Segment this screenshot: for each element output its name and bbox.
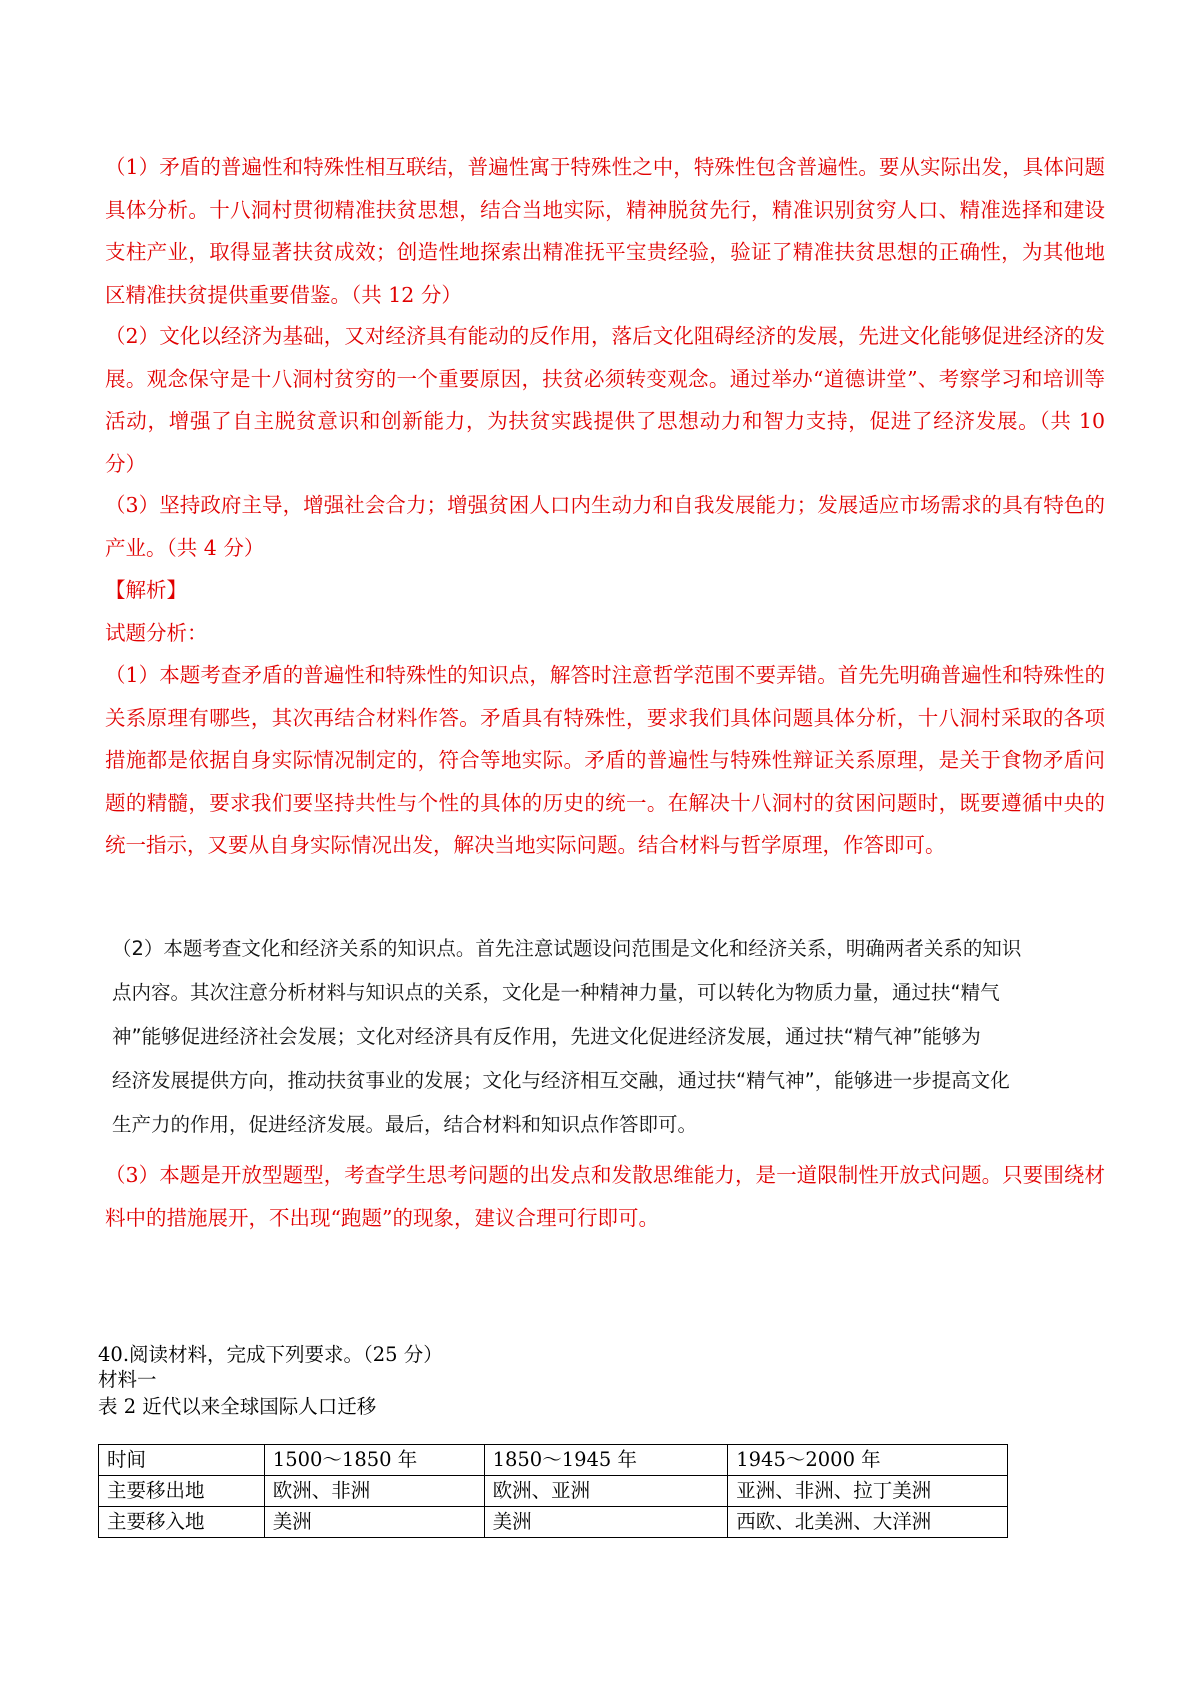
- table-cell: 亚洲、非洲、拉丁美洲: [728, 1476, 1008, 1507]
- analysis-subheading: 试题分析：: [105, 621, 208, 645]
- table-header-cell: 时间: [99, 1445, 265, 1476]
- table-header-row: [99, 1445, 1008, 1476]
- table-cell: 欧洲、亚洲: [484, 1476, 728, 1507]
- answer-1: （1）矛盾的普遍性和特殊性相互联结，普遍性寓于特殊性之中，特殊性包含普遍性。要从实际出发，具体问题具体分析。十八洞村贯彻精准扶贫思想，结合当地实际，精神脱贫先行，精准识别贫穷人口、精准选择和建设支柱产业，取得显著扶贫成效；创造性地探索出精准抚平宝贵经验，验证了精准扶贫思想的正确性，为其他地区精准扶贫提供重要借鉴。（共 12 分）: [105, 155, 1105, 307]
- answer-2: （2）文化以经济为基础，又对经济具有能动的反作用，落后文化阻碍经济的发展，先进文化能够促进经济的发展。观念保守是十八洞村贫穷的一个重要原因，扶贫必须转变观念。通过举办“道德讲堂”、考察学习和培训等活动，增强了自主脱贫意识和创新能力，为扶贫实践提供了思想动力和智力支持，促进了经济发展。（共 10 分）: [105, 324, 1105, 476]
- table-cell: 主要移出地: [99, 1476, 265, 1507]
- analysis-2-line: 神”能够促进经济社会发展；文化对经济具有反作用，先进文化促进经济发展，通过扶“精气神”能够为: [112, 1025, 981, 1048]
- analysis-2-line: （2）本题考查文化和经济关系的知识点。首先注意试题设问范围是文化和经济关系，明确两者关系的知识: [112, 937, 1022, 960]
- analysis-2-line: 经济发展提供方向，推动扶贫事业的发展；文化与经济相互交融，通过扶“精气神”，能够进一步提高文化: [112, 1069, 1010, 1092]
- question-40-title: 40.阅读材料，完成下列要求。（25 分）: [98, 1343, 443, 1366]
- table-cell: 欧洲、非洲: [264, 1476, 484, 1507]
- migration-table: [98, 1444, 1008, 1538]
- analysis-2: [112, 927, 1112, 1147]
- table-cell: 西欧、北美洲、大洋洲: [728, 1507, 1008, 1538]
- analysis-heading: 【解析】: [105, 578, 187, 602]
- table-header-cell: 1500～1850 年: [264, 1445, 484, 1476]
- analysis-2-line: 点内容。其次注意分析材料与知识点的关系，文化是一种精神力量，可以转化为物质力量，通过扶“精气: [112, 981, 1000, 1004]
- answer-3: （3）坚持政府主导，增强社会合力；增强贫困人口内生动力和自我发展能力；发展适应市场需求的具有特色的产业。（共 4 分）: [105, 493, 1105, 560]
- table-caption: 表 2 近代以来全球国际人口迁移: [98, 1395, 377, 1418]
- analysis-3: （3）本题是开放型题型，考查学生思考问题的出发点和发散思维能力，是一道限制性开放式问题。只要围绕材料中的措施展开，不出现“跑题”的现象，建议合理可行即可。: [105, 1163, 1105, 1230]
- table-header-cell: 1945～2000 年: [728, 1445, 1008, 1476]
- table-cell: 美洲: [264, 1507, 484, 1538]
- table-row: [99, 1507, 1008, 1538]
- table-cell: 美洲: [484, 1507, 728, 1538]
- analysis-1: （1）本题考查矛盾的普遍性和特殊性的知识点，解答时注意哲学范围不要弄错。首先先明确普遍性和特殊性的关系原理有哪些，其次再结合材料作答。矛盾具有特殊性，要求我们具体问题具体分析，十八洞村采取的各项措施都是依据自身实际情况制定的，符合等地实际。矛盾的普遍性与特殊性辩证关系原理，是关于食物矛盾问题的精髓，要求我们要坚持共性与个性的具体的历史的统一。在解决十八洞村的贫困问题时，既要遵循中央的统一指示，又要从自身实际情况出发，解决当地实际问题。结合材料与哲学原理，作答即可。: [105, 663, 1105, 857]
- table-header-cell: 1850～1945 年: [484, 1445, 728, 1476]
- table-row: [99, 1476, 1008, 1507]
- material-label: 材料一: [98, 1368, 157, 1391]
- table-cell: 主要移入地: [99, 1507, 265, 1538]
- analysis-2-line: 生产力的作用，促进经济发展。最后，结合材料和知识点作答即可。: [112, 1113, 698, 1136]
